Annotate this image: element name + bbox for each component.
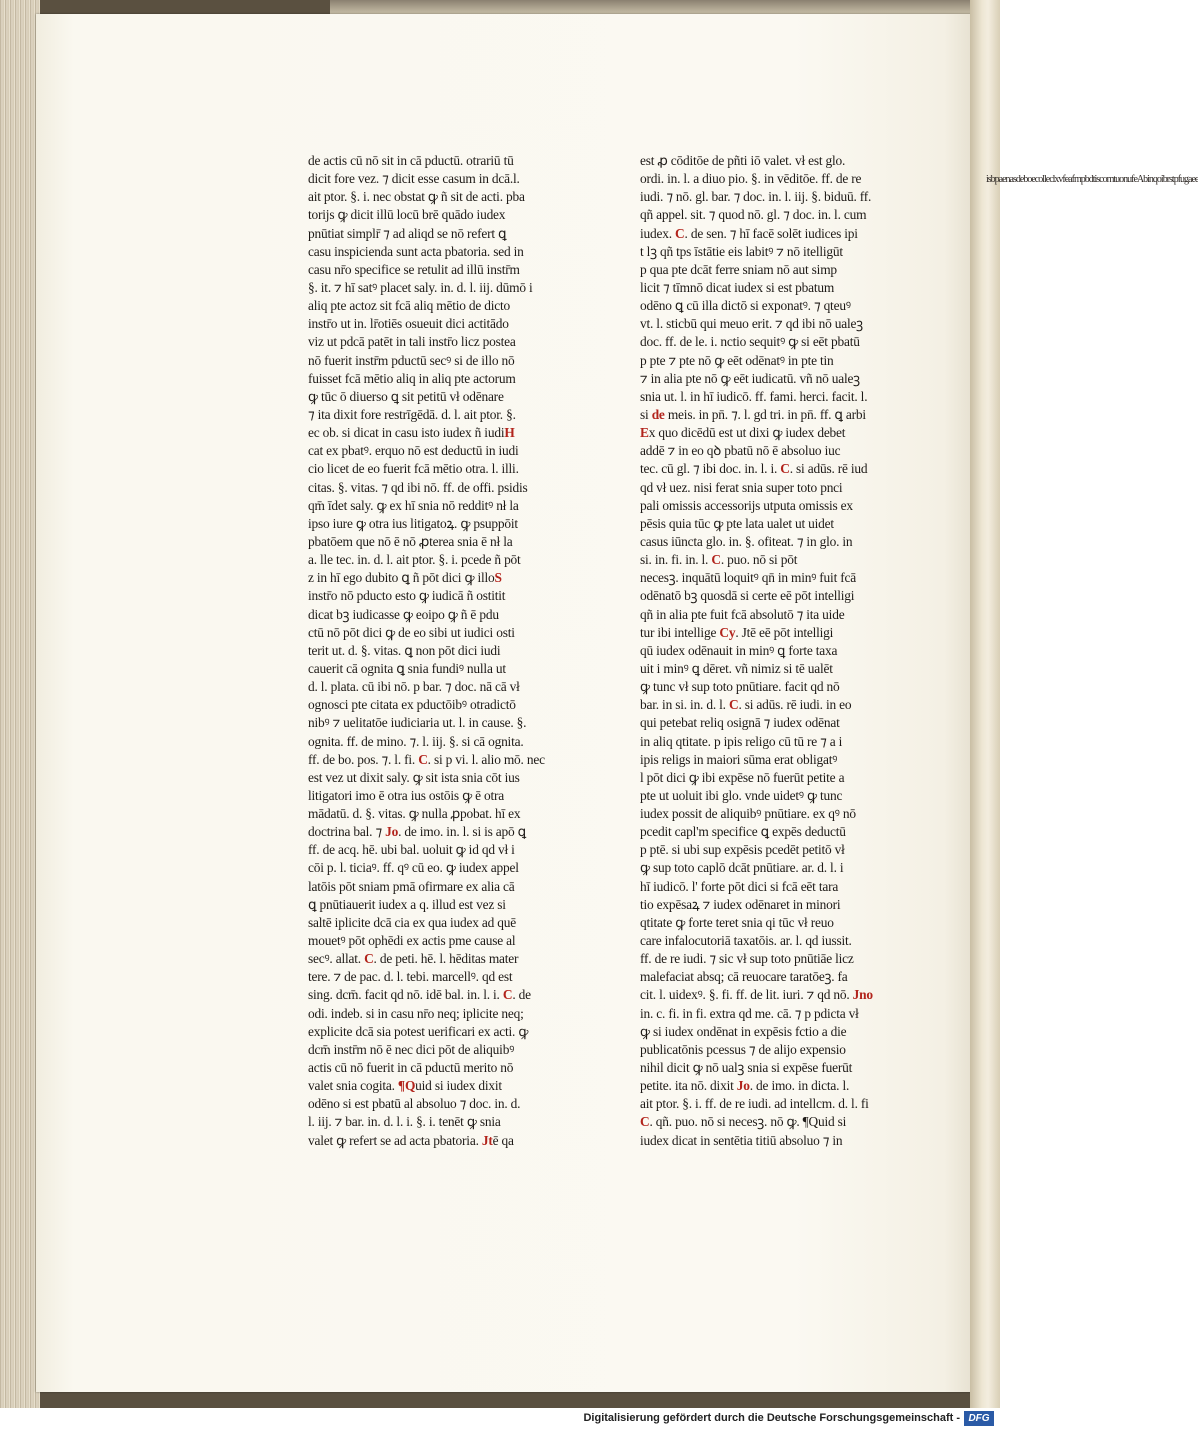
text-line [308, 442, 548, 460]
line-text: nihil dicit ꝙ nō ualꝫ snia si expēse fuerūt [640, 1060, 853, 1076]
text-line [308, 660, 548, 678]
line-text: bar. in si. in. d. l. [640, 697, 729, 713]
line-text-continued: . si adūs. rē iud [789, 461, 868, 477]
line-text: a. lle tec. in. d. l. ait ptor. §. i. pcede ñ pōt [308, 552, 521, 568]
text-line [308, 950, 548, 968]
line-text-continued: . de imo. in. l. si is apō ꝗ [398, 824, 526, 840]
line-text: necesꝫ. inquātū loquitꝰ qn̄ in minꝰ fuit fcā [640, 570, 856, 586]
text-line [308, 642, 548, 660]
text-line [640, 950, 880, 968]
text-line [308, 315, 548, 333]
text-line [640, 1132, 880, 1150]
text-line [640, 696, 880, 714]
rubricated-initial: H [504, 425, 515, 441]
line-text: odēnatō bꝫ quosdā si certe eē pōt intelligi [640, 588, 855, 604]
line-text: cauerit cā ognita ꝗ snia fundiꝰ nulla ut [308, 660, 506, 676]
text-line [308, 1059, 548, 1077]
rubricated-initial: E [640, 425, 649, 441]
line-text: terit ut. d. §. vitas. ꝗ non pōt dici iudi [308, 642, 501, 658]
text-line [308, 896, 548, 914]
line-text: petite. ita nō. dixit [640, 1078, 737, 1094]
line-text: actis cū nō fuerit in cā pductū merito nō [308, 1060, 514, 1076]
text-line [640, 1077, 880, 1095]
text-line [308, 279, 548, 297]
book-top-edge [330, 0, 1000, 14]
line-text: viz ut pdcā patēt in tali instr̄o licz postea [308, 334, 516, 350]
text-line [308, 932, 548, 950]
line-text: ec ob. si dicat in casu isto iudex ñ iudi [308, 425, 505, 441]
rubricated-initial: C [364, 951, 374, 967]
text-line [308, 1005, 548, 1023]
text-line [640, 261, 880, 279]
line-text: est vez ut dixit saly. ꝙ sit ista snia cōt ius [308, 769, 520, 785]
text-line [308, 1132, 548, 1150]
line-text: torijs ꝙ dicit illū locū brē quādo iudex [308, 207, 506, 223]
rubricated-initial: C [711, 552, 721, 568]
line-text: pte ut uoluit ibi glo. vnde uidetꝰ ꝙ tunc [640, 787, 843, 803]
line-text: ctū nō pōt dici ꝙ de eo sibi ut iudici osti [308, 624, 515, 640]
text-line [640, 533, 880, 551]
text-line [308, 787, 548, 805]
text-line [308, 333, 548, 351]
text-line [308, 841, 548, 859]
line-text: doctrina bal. ⁊ [308, 824, 386, 840]
line-text: in aliq qtitate. p ipis religo cū tū re ⁊ a i [640, 733, 843, 749]
text-line [640, 841, 880, 859]
line-text-continued: ē qa [492, 1132, 514, 1148]
line-text: si [640, 406, 652, 422]
text-line [640, 206, 880, 224]
text-line [640, 1005, 880, 1023]
line-text: ipso iure ꝙ otra ius litigatoꝝ. ꝙ psuppōit [308, 515, 518, 531]
line-text: malefaciat absq; cā reuocare taratōeꝫ. fa [640, 969, 848, 985]
line-text: casus iūncta glo. in. §. ofiteat. ⁊ in glo. in [640, 533, 853, 549]
line-text: pcedit capl'm specifice ꝗ expēs deductū [640, 824, 846, 840]
line-text: qd vł uez. nisi ferat snia super toto pnci [640, 479, 843, 495]
text-line [308, 188, 548, 206]
line-text: qñ appel. sit. ⁊ quod nō. gl. ⁊ doc. in. l. cum [640, 207, 867, 223]
text-line [640, 932, 880, 950]
text-line [640, 297, 880, 315]
line-text: secꝰ. allat. [308, 951, 365, 967]
text-line [308, 769, 548, 787]
text-line [308, 696, 548, 714]
line-text-continued: . si p vi. l. alio mō. nec [427, 751, 545, 767]
text-line [640, 152, 880, 170]
line-text: in. c. fi. in fi. extra qd me. cā. ⁊ p pdicta vł [640, 1005, 859, 1021]
line-text-continued: . de [512, 987, 531, 1003]
line-text: casu inspicienda sunt acta pbatoria. sed in [308, 243, 524, 259]
text-line [308, 497, 548, 515]
text-line [308, 352, 548, 370]
text-line [308, 624, 548, 642]
line-text: nibꝰ ⁊ uelitatōe iudiciaria ut. l. in cause. §. [308, 715, 527, 731]
text-line [640, 787, 880, 805]
line-text: odēno ꝗ cū illa dictō si exponatꝰ. ⁊ qteuꝰ [640, 298, 851, 314]
text-line [308, 986, 548, 1004]
text-line [308, 751, 548, 769]
line-text: pali omissis accessorijs utputa omissis ex [640, 497, 853, 513]
text-line [308, 587, 548, 605]
text-line [308, 1041, 548, 1059]
text-line [640, 1023, 880, 1041]
text-line [308, 170, 548, 188]
line-text: qm̄ īdet saly. ꝙ ex hī snia nō redditꝰ nł la [308, 497, 519, 513]
rubricated-initial: C [728, 697, 739, 713]
text-line [640, 678, 880, 696]
line-text: iudex. [640, 225, 676, 241]
rubricated-initial: de [651, 406, 665, 422]
line-text-continued: meis. in pn̄. ⁊. l. gd tri. in pn̄. ff. ꝗ arbi [664, 406, 866, 422]
text-line [640, 968, 880, 986]
line-text: valet snia cogita. [308, 1078, 398, 1094]
line-text: uit i minꝰ ꝗ dēret. vñ nimiz si tē ualēt [640, 660, 833, 676]
funding-note: Digitalisierung gefördert durch die Deutsche Forschungsgemeinschaft - [583, 1412, 960, 1424]
text-line [308, 859, 548, 877]
line-text: ꝙ tunc vł sup toto pnūtiare. facit qd nō [640, 679, 840, 695]
line-text: qñ in alia pte fuit fcā absolutō ⁊ ita uide [640, 606, 845, 622]
rubricated-initial: C [502, 987, 513, 1003]
text-line [308, 569, 548, 587]
line-text: citas. §. vitas. ⁊ qd ibi nō. ff. de offi. psidis [308, 479, 528, 495]
text-line [640, 805, 880, 823]
line-text: saltē iplicite dcā cia ex qua iudex ad quē [308, 914, 516, 930]
text-line [308, 606, 548, 624]
line-text: dicat bꝫ iudicasse ꝙ eoipo ꝙ ñ ē pdu [308, 606, 499, 622]
text-line [640, 170, 880, 188]
text-line [640, 442, 880, 460]
text-line [640, 606, 880, 624]
line-text: ⁊ in alia pte nō ꝙ eēt iudicatū. vñ nō ualeꝫ [640, 370, 860, 386]
text-line [640, 733, 880, 751]
line-text: litigatori imo ē otra ius ostōis ꝙ ē otra [308, 787, 504, 803]
line-text: §. it. ⁊ hī satꝰ placet saly. in. d. l. iij. dūmō i [308, 279, 533, 295]
line-text: tere. ⁊ de pac. d. l. tebi. marcellꝰ. qd est [308, 969, 513, 985]
line-text: z in hī ego dubito ꝗ ñ pōt dici ꝙ illo [308, 570, 495, 586]
text-line [640, 769, 880, 787]
text-line [308, 424, 548, 442]
line-text: est ꝓ cōditōe de pñti iō valet. vł est glo. [640, 153, 846, 168]
line-text: p pte ⁊ pte nō ꝙ eēt odēnatꝰ in pte tin [640, 352, 834, 368]
dfg-logo: DFG [964, 1411, 994, 1426]
page-edges-stack [0, 0, 40, 1408]
line-text: cio licet de eo fuerit fcā mētio otra. l. illi. [308, 461, 519, 477]
line-text: de actis cū nō sit in cā pductū. otrariū tū [308, 153, 514, 168]
line-text: mouetꝰ pōt ophēdi ex actis pme cause al [308, 933, 516, 949]
rubricated-initial: Jt [481, 1132, 493, 1148]
text-line [640, 1059, 880, 1077]
line-text: aliq pte actoz sit fcā aliq mētio de dicto [308, 298, 511, 314]
line-text: ognita. ff. de mino. ⁊. l. iij. §. si cā ognita. [308, 733, 524, 749]
line-text: pnūtiat simplr̄ ⁊ ad aliqd se nō refert ꝗ [308, 225, 507, 241]
text-line [308, 206, 548, 224]
line-text: ait ptor. §. i. ff. de re iudi. ad intellcm. d. l. fi [640, 1096, 869, 1112]
line-text: odēno si est pbatū al absoluo ⁊ doc. in. d. [308, 1096, 521, 1112]
text-line [308, 1023, 548, 1041]
line-text: iudex dicat in sentētia titiū absoluo ⁊ in [640, 1132, 843, 1148]
line-text: iudex possit de aliquibꝰ pnūtiare. ex qꝰ nō [640, 806, 856, 822]
line-text: pbatōem que nō ē nō ꝓterea snia ē nł la [308, 533, 513, 549]
line-text-continued: . qñ. puo. nō si necesꝫ. nō ꝙ. ¶Quid si [649, 1114, 847, 1130]
footer-bar [0, 1408, 1000, 1430]
text-column-right [640, 152, 880, 1150]
line-text: valet ꝙ refert se ad acta pbatoria. [308, 1132, 482, 1148]
line-text: ait ptor. §. i. nec obstat ꝙ ñ sit de acti. pba [308, 189, 525, 205]
line-text: instr̄o ut in. lr̄otiēs osueuit dici actitādo [308, 316, 509, 332]
text-line [308, 370, 548, 388]
line-text-continued: . Jtē eē pōt intelligi [735, 624, 834, 640]
text-line [640, 315, 880, 333]
text-line [308, 914, 548, 932]
text-line [640, 1041, 880, 1059]
text-line [640, 225, 880, 243]
line-text: ꝙ tūc ō diuerso ꝗ sit petitū vł odēnare [308, 388, 504, 404]
text-line [640, 859, 880, 877]
text-line [640, 1095, 880, 1113]
text-line [640, 914, 880, 932]
text-line [308, 551, 548, 569]
rubricated-initial: C [780, 461, 790, 477]
line-text: tio expēsaꝝ ⁊ iudex odēnaret in minori [640, 896, 841, 912]
line-text: ff. de bo. pos. ⁊. l. fi. [308, 751, 419, 767]
line-text: casu nr̄o specifice se retulit ad illū instr̄m [308, 261, 520, 277]
text-line [640, 497, 880, 515]
text-line [640, 751, 880, 769]
line-text-continued: . puo. nō si pōt [720, 552, 798, 568]
text-line [640, 515, 880, 533]
line-text: latōis pōt sniam pmā ofirmare ex alia cā [308, 878, 515, 894]
text-line [308, 805, 548, 823]
rubricated-initial: C [640, 1114, 650, 1130]
line-text: cat ex pbatꝰ. erquo nō est deductū in iudi [308, 443, 519, 459]
text-line [308, 714, 548, 732]
line-text: mādatū. d. §. vitas. ꝙ nulla ꝓpobat. hī ex [308, 806, 521, 822]
text-line [640, 1113, 880, 1131]
rubricated-initial: Jo [736, 1078, 750, 1094]
text-line [640, 333, 880, 351]
text-line [640, 986, 880, 1004]
line-text: snia ut. l. in hī iudicō. ff. fami. herci. facit. l. [640, 388, 868, 404]
line-text: nō fuerit instr̄m pductū secꝰ si de illo nō [308, 352, 515, 368]
line-text: licit ⁊ tīmnō dicat iudex si est pbatum [640, 279, 835, 295]
text-line [308, 261, 548, 279]
line-text: tur ibi intellige [640, 624, 720, 640]
text-line [640, 479, 880, 497]
facing-page-fragment-text: isbpaenasdeboecolleclxvfeafmpbdtiscomtuonufeAbinqoibrstpfugaee [986, 174, 1198, 185]
text-line [640, 587, 880, 605]
text-line [308, 1095, 548, 1113]
line-text: doc. ff. de le. i. nctio sequitꝰ ꝙ si eēt pbatū [640, 334, 860, 350]
text-line [308, 479, 548, 497]
text-line [640, 388, 880, 406]
line-text: instr̄o nō pducto esto ꝙ iudicā ñ ostitit [308, 588, 506, 604]
text-line [308, 733, 548, 751]
text-line [640, 352, 880, 370]
line-text: hī iudicō. l' forte pōt dici si fcā eēt tara [640, 878, 839, 894]
line-text: sing. dcm̄. facit qd nō. idē bal. in. l. i. [308, 987, 503, 1003]
text-line [308, 1077, 548, 1095]
line-text-continued: . si adūs. rē iudi. in eo [738, 697, 852, 713]
line-text: dcm̄ instr̄m nō ē nec dici pōt de aliquibꝰ [308, 1041, 515, 1057]
line-text: p qua pte dcāt ferre sniam nō aut simp [640, 261, 837, 277]
rubricated-initial: S [494, 570, 502, 586]
line-text: l pōt dici ꝙ ibi expēse nō fuerūt petite a [640, 769, 845, 785]
text-line [640, 823, 880, 841]
line-text: qū iudex odēnauit in minꝰ ꝗ forte taxa [640, 642, 838, 658]
line-text: ipis religs in maiori sūma erat obligatꝰ [640, 751, 838, 767]
line-text: ordi. in. l. a diuo pio. §. in vēditōe. ff. de re [640, 171, 862, 187]
text-line [640, 551, 880, 569]
text-line [308, 968, 548, 986]
line-text: ꝙ sup toto caplō dcāt pnūtiare. ar. d. l. i [640, 860, 844, 876]
text-line [640, 188, 880, 206]
text-line [640, 243, 880, 261]
line-text: cōi p. l. ticiaꝰ. ff. qꝰ cū eo. ꝙ iudex appel [308, 860, 519, 876]
text-line [640, 406, 880, 424]
line-text: ꝗ pnūtiauerit iudex a q. illud est vez si [308, 896, 506, 912]
text-line [640, 660, 880, 678]
line-text: p ptē. si ubi sup expēsis pcedēt petitō vł [640, 842, 845, 858]
rubricated-initial: Jo [385, 824, 399, 840]
line-text: iudi. ⁊ nō. gl. bar. ⁊ doc. in. l. iij. §. biduū. ff. [640, 189, 872, 205]
line-text-continued: . de peti. hē. l. hēditas mater [373, 951, 519, 967]
text-column-left [308, 152, 548, 1150]
line-text: l. iij. ⁊ bar. in. d. l. i. §. i. tenēt ꝙ snia [308, 1114, 501, 1130]
text-line [640, 569, 880, 587]
text-line [308, 878, 548, 896]
line-text-continued: uid si iudex dixit [415, 1078, 502, 1094]
line-text: tec. cū gl. ⁊ ibi doc. in. l. i. [640, 461, 781, 477]
line-text: d. l. plata. cū ibi nō. p bar. ⁊ doc. nā cā vł [308, 679, 520, 695]
text-line [308, 152, 548, 170]
line-text: cit. l. uidexꝰ. §. fi. ff. de lit. iuri. ⁊ qd nō. [640, 987, 853, 1003]
text-line [640, 642, 880, 660]
text-line [308, 460, 548, 478]
text-line [308, 225, 548, 243]
text-line [308, 297, 548, 315]
line-text: addē ⁊ in eo qꝺ pbatū nō ē absoluo iuc [640, 443, 841, 459]
line-text-continued: . de sen. ⁊ hī facē solēt iudices ipi [684, 225, 858, 241]
line-text: qui petebat reliq osignā ⁊ iudex odēnat [640, 715, 840, 731]
text-line [308, 678, 548, 696]
text-line [308, 388, 548, 406]
rubricated-initial: Jno [852, 987, 873, 1003]
rubricated-initial: C [418, 751, 428, 767]
line-text: fuisset fcā mētio aliq in aliq pte actorum [308, 370, 516, 386]
text-line [640, 424, 880, 442]
rubricated-initial: C [675, 225, 685, 241]
line-text: pēsis quia tūc ꝙ pte lata ualet ut uidet [640, 515, 834, 531]
line-text: ff. de acq. hē. ubi bal. uoluit ꝙ id qd vł i [308, 842, 515, 858]
line-text: dicit fore vez. ⁊ dicit esse casum in dcā.l. [308, 171, 520, 187]
line-text-continued: x quo dicēdū est ut dixi ꝙ iudex debet [648, 425, 846, 441]
text-line [308, 243, 548, 261]
line-text: qtitate ꝙ forte teret snia qi tūc vł reuo [640, 914, 834, 930]
rubricated-initial: ¶Q [397, 1078, 416, 1094]
text-line [640, 279, 880, 297]
line-text: ognosci pte citata ex pductōibꝰ otradictō [308, 697, 516, 713]
text-line [640, 896, 880, 914]
text-line [640, 460, 880, 478]
line-text-continued: . de imo. in dicta. l. [749, 1078, 850, 1094]
text-line [640, 878, 880, 896]
text-line [308, 515, 548, 533]
line-text: care infalocutoriā taxatōis. ar. l. qd iussit. [640, 933, 852, 949]
line-text: publicatōnis pcessus ⁊ de alijo expensio [640, 1041, 846, 1057]
line-text: odi. indeb. si in casu nr̄o neq; iplicite neq; [308, 1005, 524, 1021]
line-text: si. in. fi. in. l. [640, 552, 712, 568]
text-line [308, 1113, 548, 1131]
line-text: explicite dcā sia potest uerificari ex acti. ꝙ [308, 1023, 529, 1039]
line-text: vt. l. sticbū qui meuo erit. ⁊ qd ibi nō ualeꝫ [640, 316, 863, 332]
text-line [640, 714, 880, 732]
text-line [640, 370, 880, 388]
rubricated-initial: Cy [719, 624, 736, 640]
line-text: ꝙ si iudex ondēnat in expēsis fctio a die [640, 1023, 847, 1039]
text-line [308, 406, 548, 424]
text-line [308, 823, 548, 841]
text-line [308, 533, 548, 551]
line-text: ⁊ ita dixit fore restrīgēdā. d. l. ait ptor. §. [308, 406, 516, 422]
text-line [640, 624, 880, 642]
line-text: t lꝫ qñ tps īstātie eis labitꝰ ⁊ nō itelligūt [640, 243, 843, 259]
line-text: ff. de re iudi. ⁊ sic vł sup toto pnūtiāe licz [640, 951, 854, 967]
